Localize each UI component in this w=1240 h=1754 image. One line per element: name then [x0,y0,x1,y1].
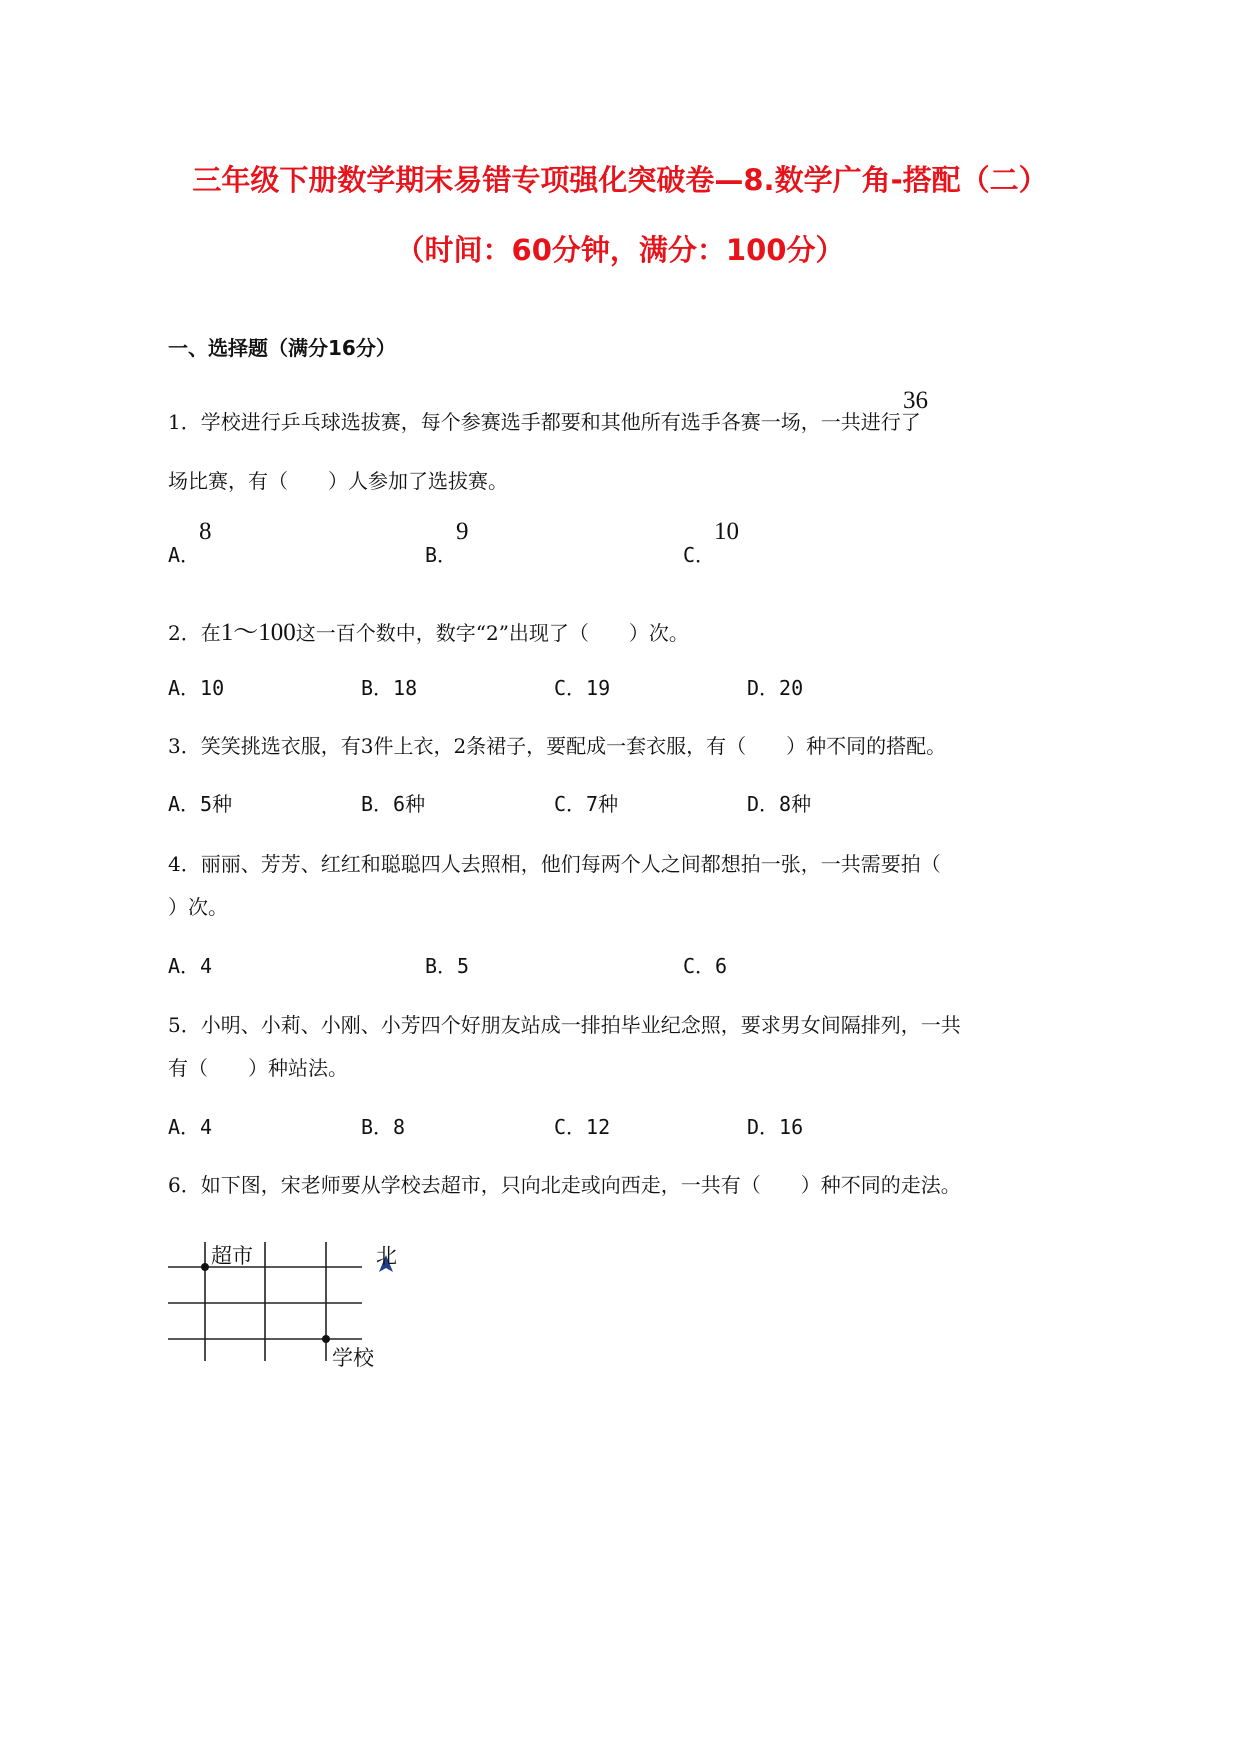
q1-option-a-label: A． [168,543,201,567]
q6-text: 6．如下图，宋老师要从学校去超市，只向北走或向西走，一共有（ ）种不同的走法。 [168,1173,961,1197]
q1-option-c-label: C． [683,543,716,567]
q2-option-a: A．10 [168,676,225,700]
q1-text-line1: 1．学校进行乒乓球选拔赛，每个参赛选手都要和其他所有选手各赛一场，一共进行了 [168,410,921,434]
q4-option-b: B．5 [425,954,470,978]
q2-option-b: B．18 [361,676,418,700]
q2-option-d: D．20 [747,676,804,700]
school-point [322,1335,330,1343]
q2-prefix: 2．在 [168,621,221,645]
q4-option-a: A．4 [168,954,213,978]
q3-option-d: D．8种 [747,792,812,816]
q1-number-value: 36 [903,387,928,414]
q1-option-b-value: 9 [456,518,469,545]
q5-text-line1: 5．小明、小莉、小刚、小芳四个好朋友站成一排拍毕业纪念照，要求男女间隔排列，一共 [168,1013,961,1037]
q1-option-c-value: 10 [714,518,739,545]
page-title: 三年级下册数学期末易错专项强化突破卷—8.数学广角-搭配（二） [192,163,1048,197]
section-heading: 一、选择题（满分16分） [168,336,396,360]
q3-option-c: C．7种 [554,792,619,816]
q3-option-b: B．6种 [361,792,426,816]
q4-option-c: C．6 [683,954,728,978]
q2-text [168,612,689,648]
supermarket-point [201,1263,209,1271]
q5-option-b: B．8 [361,1115,406,1139]
q3-text: 3．笑笑挑选衣服，有3件上衣，2条裙子，要配成一套衣服，有（ ）种不同的搭配。 [168,734,947,758]
page-subtitle: （时间：60分钟，满分：100分） [395,233,845,267]
supermarket-label: 超市 [211,1244,253,1268]
q5-option-a: A．4 [168,1115,213,1139]
q2-option-c: C．19 [554,676,611,700]
q3-option-a: A．5种 [168,792,233,816]
q2-range: 1～100 [220,619,296,646]
north-label: 北 [376,1244,397,1268]
q5-text-line2: 有（ ）种站法。 [168,1056,348,1080]
q5-option-c: C．12 [554,1115,611,1139]
school-label: 学校 [332,1346,374,1370]
q1-text-line2: 场比赛，有（ ）人参加了选拔赛。 [168,469,508,493]
q1-option-b-label: B． [425,543,458,567]
q2-suffix: 这一百个数中，数字“2”出现了（ ）次。 [295,621,689,645]
q4-text-line1: 4．丽丽、芳芳、红红和聪聪四人去照相，他们每两个人之间都想拍一张，一共需要拍（ [168,852,941,876]
q4-text-line2: ）次。 [168,895,228,919]
q1-option-a-value: 8 [199,518,212,545]
q5-option-d: D．16 [747,1115,804,1139]
